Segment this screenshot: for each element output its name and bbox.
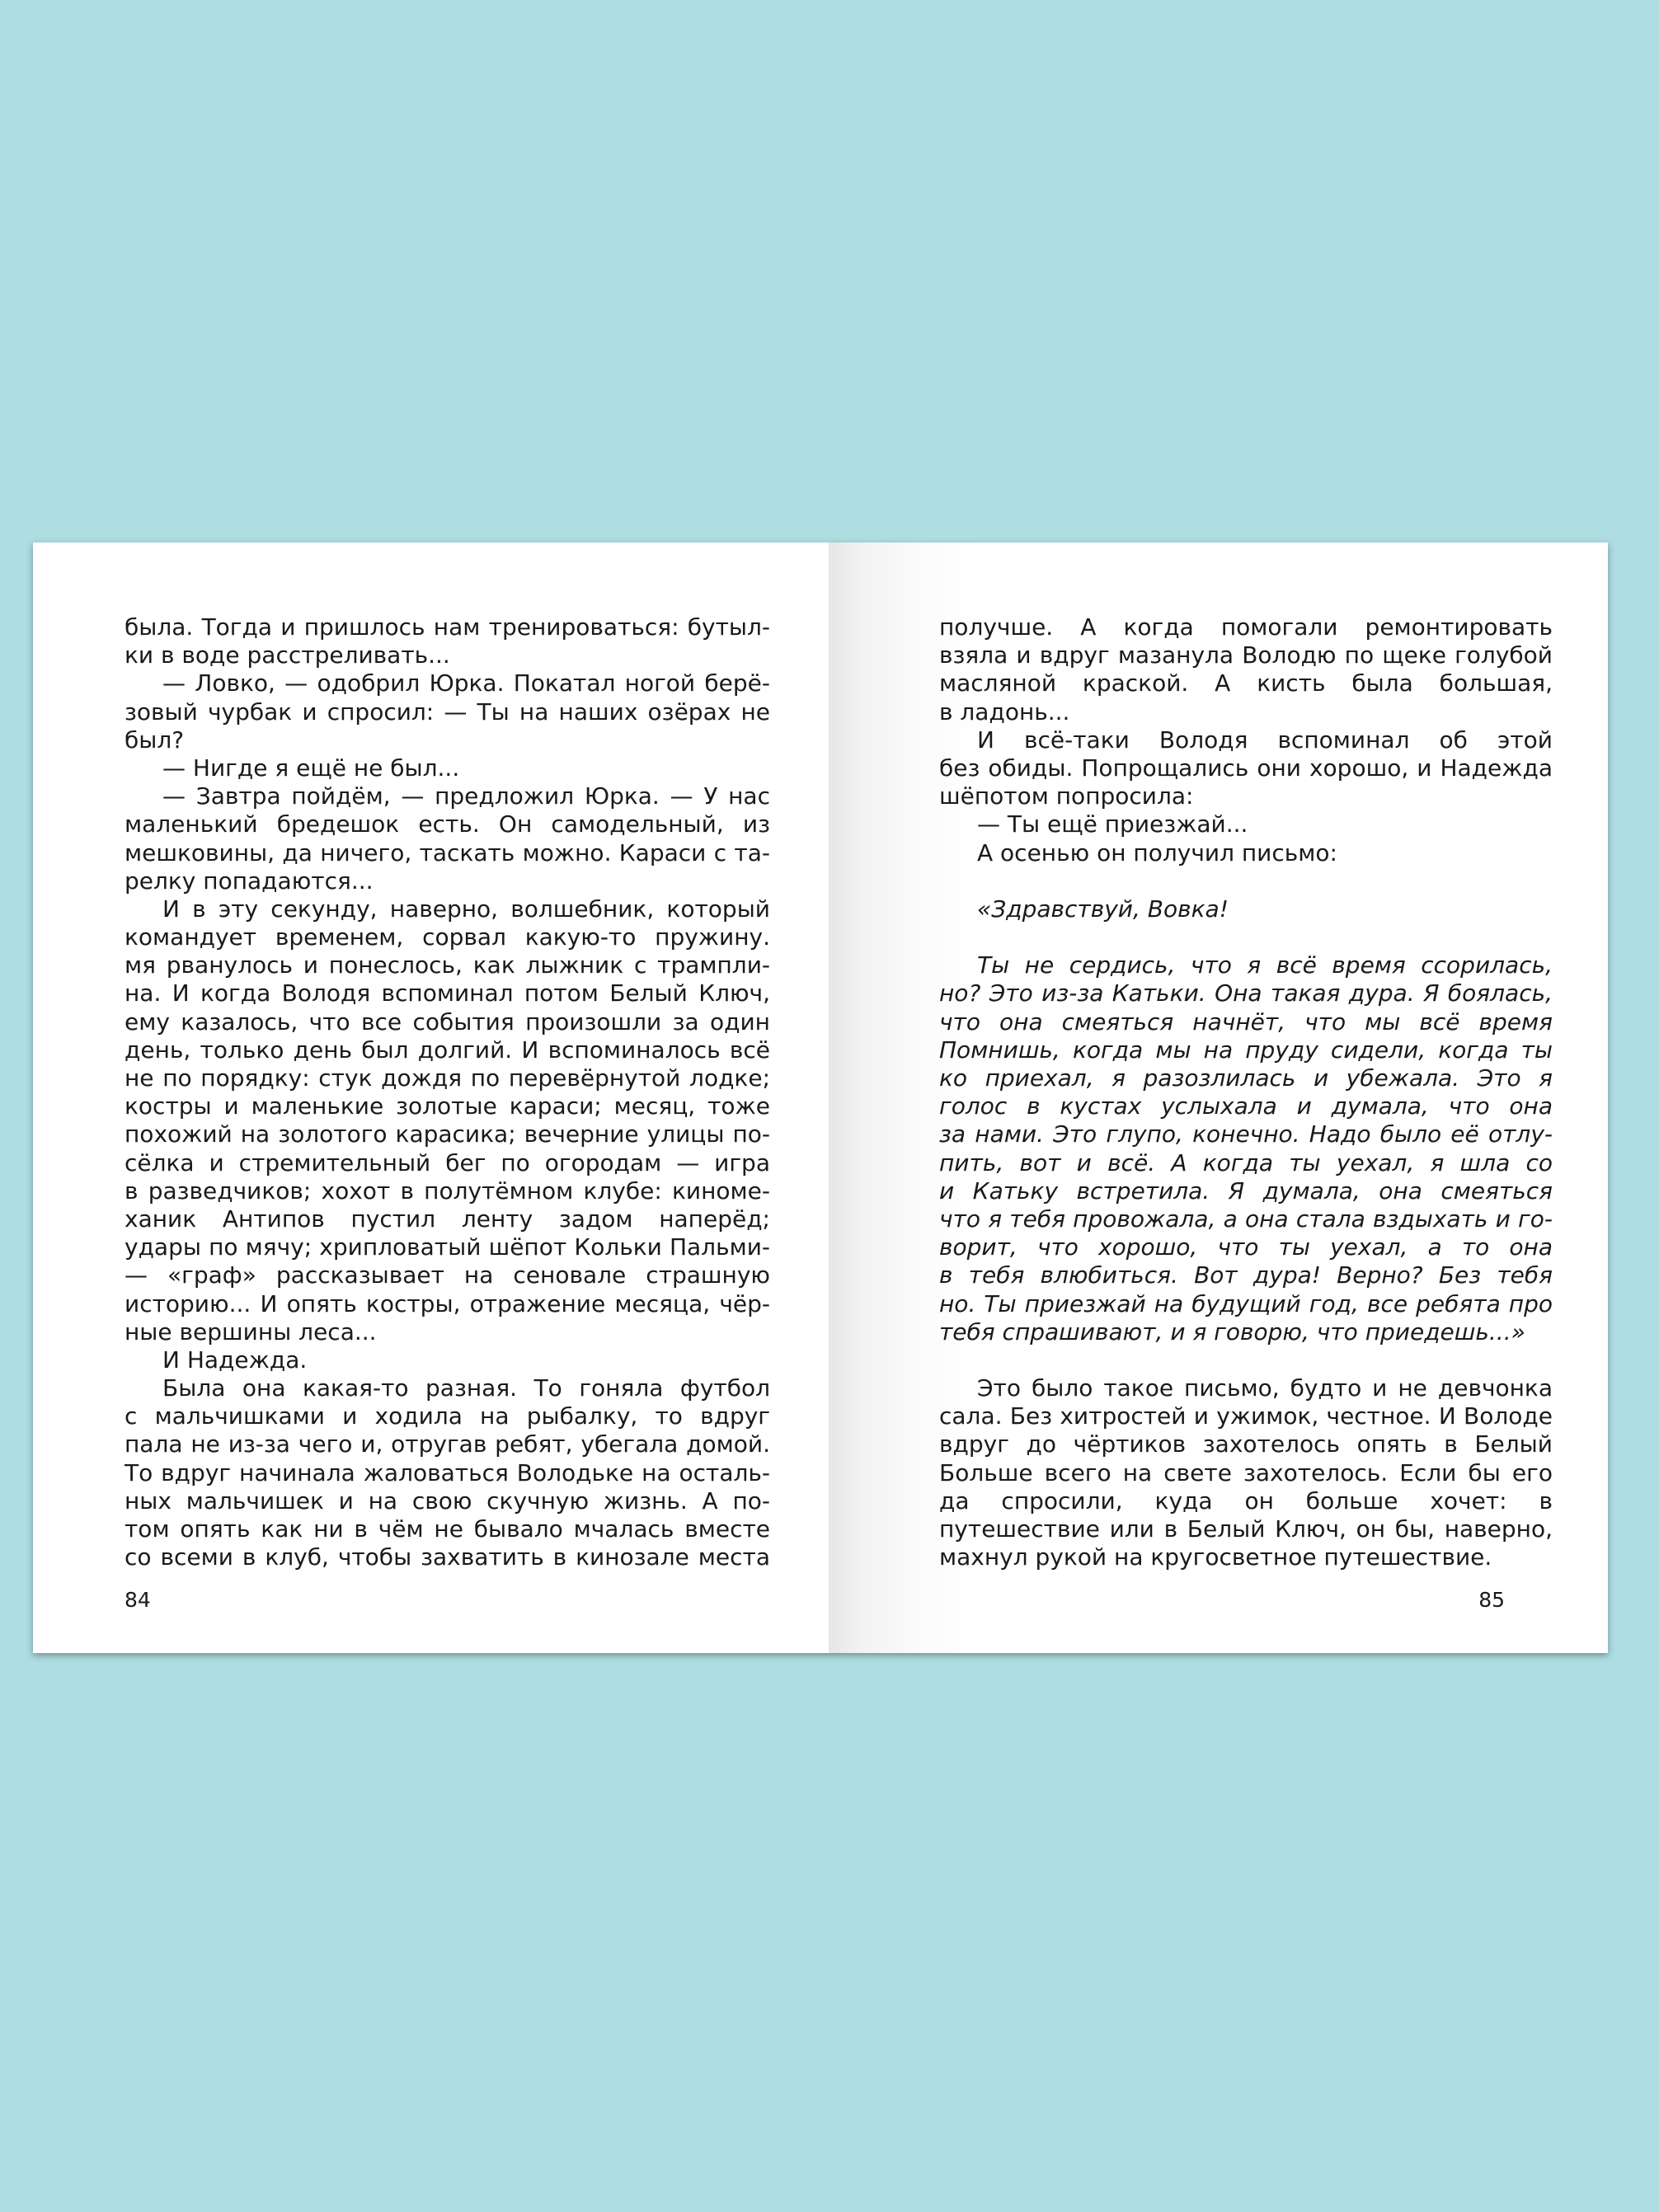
text-line: ворит, что хорошо, что ты уехал, а то она (939, 1233, 1553, 1261)
text-line: костры и маленькие золотые караси; месяц, тоже (125, 1092, 770, 1120)
text-line: зовый чурбак и спросил: — Ты на наших озёрах не (125, 697, 770, 726)
text-line: И в эту секунду, наверно, волшебник, который (162, 895, 770, 923)
text-line: в ладонь... (939, 697, 1070, 726)
text-line: махнул рукой на кругосветное путешествие. (939, 1543, 1492, 1571)
text-line: пала не из-за чего и, отругав ребят, убегала домой. (125, 1430, 770, 1458)
text-line: релку попадаются... (125, 866, 374, 895)
text-line: ных мальчишек и на свою скучную жизнь. А по- (125, 1486, 770, 1515)
text-line: Это было такое письмо, будто и не девчонка (977, 1374, 1553, 1402)
text-line: Больше всего на свете захотелось. Если бы его (939, 1458, 1553, 1486)
text-line: да спросили, куда он больше хочет: в (939, 1486, 1553, 1515)
text-line: но? Это из-за Катьки. Она такая дура. Я боялась, (939, 979, 1553, 1007)
text-line: была. Тогда и пришлось нам тренироваться: бутыл- (125, 613, 770, 641)
text-line: но. Ты приезжай на будущий год, все ребята про (939, 1289, 1553, 1317)
text-line: Ты не сердись, что я всё время ссорилась, (977, 951, 1553, 979)
text-line: А осенью он получил письмо: (977, 838, 1337, 866)
text-line (939, 1346, 1553, 1374)
text-line: тебя спрашивают, и я говорю, что приедешь...» (939, 1317, 1525, 1346)
text-line: что я тебя провожала, а она стала вздыхать и го- (939, 1205, 1553, 1233)
left-page (33, 542, 829, 1653)
text-line (939, 867, 1553, 895)
text-line: похожий на золотого карасика; вечерние улицы по- (125, 1120, 770, 1148)
text-line: сала. Без хитростей и ужимок, честное. И Володе (939, 1402, 1553, 1430)
left-page-number: 84 (125, 1588, 151, 1612)
text-line: — Ловко, — одобрил Юрка. Покатал ногой берё- (162, 669, 770, 697)
text-line: со всеми в клуб, чтобы захватить в кинозале места (125, 1543, 770, 1571)
left-page-text (125, 613, 770, 1571)
text-line: Была она какая-то разная. То гоняла футбол (162, 1374, 770, 1402)
text-line: командует временем, сорвал какую-то пружину. (125, 923, 770, 951)
text-line: с мальчишками и ходила на рыбалку, то вдруг (125, 1402, 770, 1430)
text-line: путешествие или в Белый Ключ, он бы, наверно, (939, 1515, 1553, 1543)
text-line: сёлка и стремительный бег по огородам — игра (125, 1148, 770, 1176)
text-line: ные вершины леса... (125, 1317, 377, 1346)
text-line: в разведчиков; хохот в полутёмном клубе: киноме- (125, 1176, 770, 1205)
text-line: — Нигде я ещё не был... (162, 754, 460, 782)
right-page-number: 85 (1478, 1588, 1505, 1612)
text-line: — «граф» рассказывает на сеновале страшную (125, 1261, 770, 1289)
text-line: мешковины, да ничего, таскать можно. Караси с та- (125, 838, 770, 866)
text-line: за нами. Это глупо, конечно. Надо было её отлу- (939, 1120, 1553, 1148)
text-line: Помнишь, когда мы на пруду сидели, когда ты (939, 1036, 1553, 1064)
text-line: — Завтра пойдём, — предложил Юрка. — У нас (162, 782, 770, 810)
text-line: мя рванулось и понеслось, как лыжник с трампли- (125, 951, 770, 979)
right-page (829, 542, 1608, 1653)
text-line: шёпотом попросила: (939, 782, 1194, 810)
text-line (939, 923, 1553, 951)
text-line: ему казалось, что все события произошли за один (125, 1007, 770, 1036)
text-line: ки в воде расстреливать... (125, 641, 450, 669)
text-line: без обиды. Попрощались они хорошо, и Надежда (939, 754, 1553, 782)
text-line: ханик Антипов пустил ленту задом наперёд; (125, 1205, 770, 1233)
text-line: вдруг до чёртиков захотелось опять в Белый (939, 1430, 1553, 1458)
text-line: на. И когда Володя вспоминал потом Белый Ключ, (125, 979, 770, 1007)
text-line: «Здравствуй, Вовка! (977, 895, 1229, 923)
book-spread (33, 542, 1608, 1653)
text-line: — Ты ещё приезжай... (977, 810, 1248, 838)
text-line: что она смеяться начнёт, что мы всё время (939, 1007, 1553, 1036)
text-line: И всё-таки Володя вспоминал об этой (977, 726, 1553, 754)
text-line: взяла и вдруг мазанула Володю по щеке голубой (939, 641, 1553, 669)
text-line: был? (125, 726, 185, 754)
text-line: историю... И опять костры, отражение месяца, чёр- (125, 1289, 770, 1317)
text-line: маленький бредешок есть. Он самодельный, из (125, 810, 770, 838)
text-line: То вдруг начинала жаловаться Володьке на осталь- (125, 1458, 770, 1486)
text-line: и Катьку встретила. Я думала, она смеяться (939, 1176, 1553, 1205)
text-line: И Надежда. (162, 1346, 308, 1374)
right-page-text (939, 613, 1553, 1571)
text-line: ко приехал, я разозлилась и убежала. Это я (939, 1064, 1553, 1092)
text-line: масляной краской. А кисть была большая, (939, 669, 1553, 697)
text-line: получше. А когда помогали ремонтировать (939, 613, 1553, 641)
text-line: пить, вот и всё. А когда ты уехал, я шла со (939, 1148, 1553, 1176)
text-line: не по порядку: стук дождя по перевёрнутой лодке; (125, 1064, 770, 1092)
text-line: в тебя влюбиться. Вот дура! Верно? Без тебя (939, 1261, 1553, 1289)
text-line: удары по мячу; хрипловатый шёпот Кольки Пальми- (125, 1233, 770, 1261)
text-line: день, только день был долгий. И вспоминалось всё (125, 1036, 770, 1064)
text-line: голос в кустах услыхала и думала, что она (939, 1092, 1553, 1120)
text-line: том опять как ни в чём не бывало мчалась вместе (125, 1515, 770, 1543)
